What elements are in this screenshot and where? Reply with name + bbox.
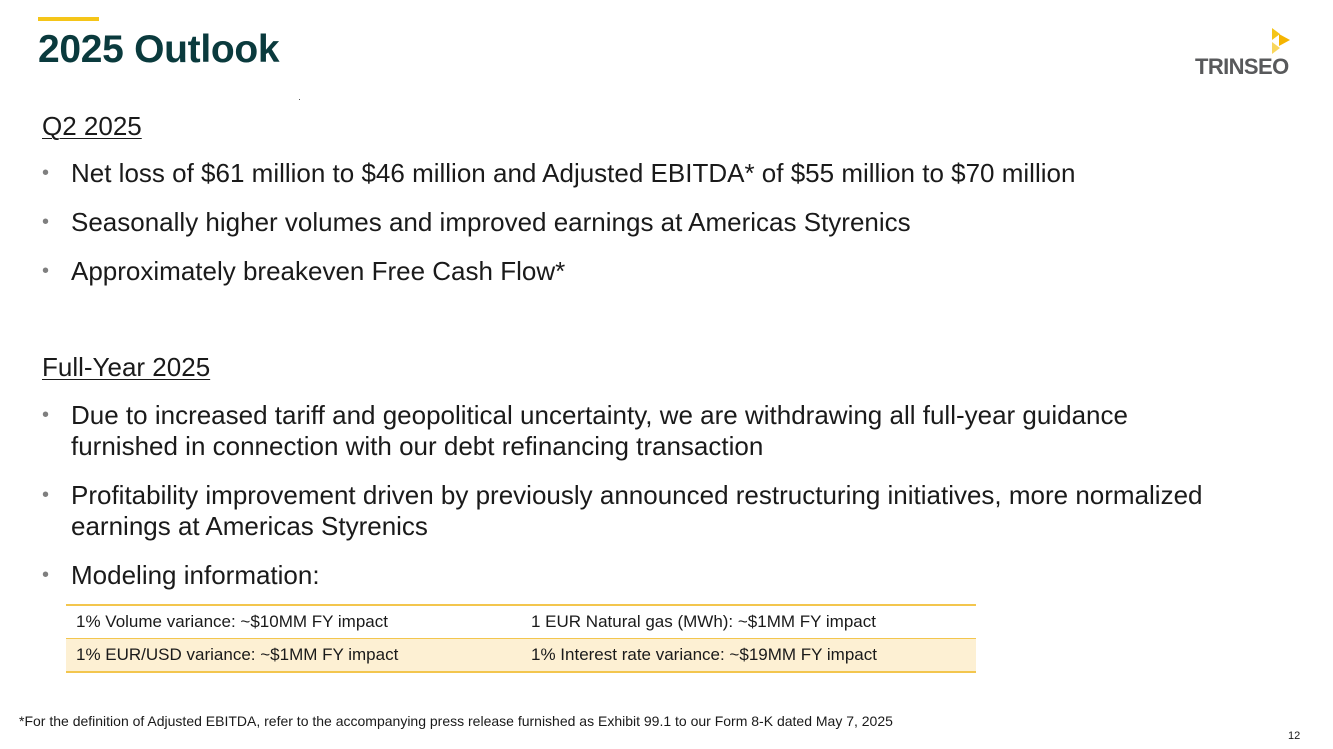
full-year-bullet-text: Due to increased tariff and geopolitical uncertainty, we are withdrawing all full-year guidance furnished in connection with our debt refinancing transaction — [71, 400, 1128, 461]
table-cell: 1 EUR Natural gas (MWh): ~$1MM FY impact — [521, 605, 976, 639]
full-year-bullet-text: Profitability improvement driven by previously announced restructuring initiatives, more normalized earnings at Americas Styrenics — [71, 480, 1203, 541]
bullet-dot-icon: • — [42, 211, 50, 233]
bullet-dot-icon: • — [42, 484, 50, 506]
bullet-dot-icon: • — [42, 564, 50, 586]
bullet-dot-icon: • — [42, 260, 50, 282]
q2-bullet-item — [42, 158, 1242, 189]
table-cell: 1% EUR/USD variance: ~$1MM FY impact — [66, 639, 521, 673]
trinseo-logo — [1193, 28, 1303, 80]
table-row — [66, 639, 976, 673]
q2-heading: Q2 2025 — [42, 111, 142, 141]
footnote: *For the definition of Adjusted EBITDA, refer to the accompanying press release furnished as Exhibit 99.1 to our Form 8-K dated May 7, 2025 — [19, 713, 893, 729]
table-row — [66, 605, 976, 639]
q2-bullet-item — [42, 207, 1242, 238]
full-year-bullet-item — [42, 480, 1242, 542]
table-cell: 1% Interest rate variance: ~$19MM FY impact — [521, 639, 976, 673]
q2-bullet-text: Seasonally higher volumes and improved earnings at Americas Styrenics — [71, 207, 911, 237]
bullet-dot-icon: • — [42, 404, 50, 426]
logo-chevron-icon — [1268, 28, 1298, 54]
bullet-dot-icon: • — [42, 162, 50, 184]
q2-bullet-list — [42, 158, 1242, 305]
full-year-bullet-text: Modeling information: — [71, 560, 320, 590]
full-year-bullet-item — [42, 560, 1242, 591]
q2-bullet-item — [42, 256, 1242, 287]
page-number: 12 — [1288, 730, 1301, 742]
logo-wordmark: TRINSEO — [1195, 54, 1289, 79]
full-year-bullet-item — [42, 400, 1242, 462]
full-year-heading: Full-Year 2025 — [42, 352, 211, 382]
title-accent-bar — [38, 17, 99, 21]
slide-title: 2025 Outlook — [38, 28, 280, 71]
q2-bullet-text: Approximately breakeven Free Cash Flow* — [71, 256, 566, 286]
modeling-info-table — [66, 604, 976, 673]
table-cell: 1% Volume variance: ~$10MM FY impact — [66, 605, 521, 639]
full-year-bullet-list — [42, 400, 1242, 609]
stray-dot — [299, 99, 300, 100]
q2-bullet-text: Net loss of $61 million to $46 million and Adjusted EBITDA* of $55 million to $70 million — [71, 158, 1076, 188]
